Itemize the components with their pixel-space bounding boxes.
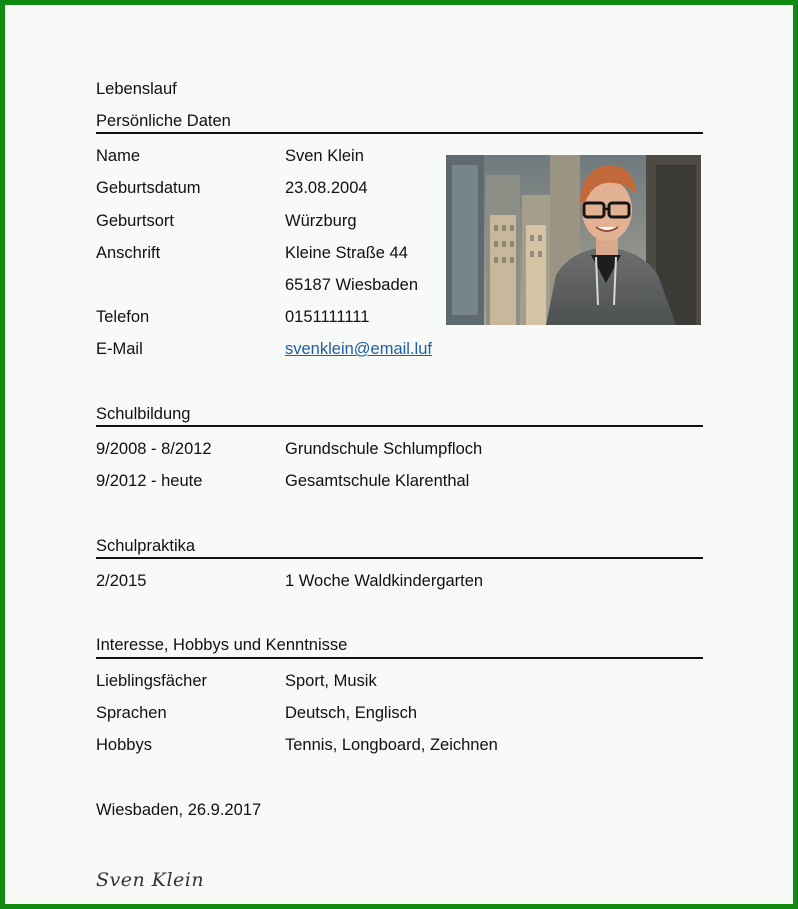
value-languages: Deutsch, Englisch bbox=[285, 704, 418, 722]
section-divider bbox=[96, 132, 703, 134]
profile-photo bbox=[446, 155, 701, 325]
school-period-1: 9/2008 - 8/2012 bbox=[96, 440, 212, 458]
label-favorite-subjects: Lieblingsfächer bbox=[96, 672, 207, 690]
label-address: Anschrift bbox=[96, 244, 161, 262]
label-languages: Sprachen bbox=[96, 704, 167, 722]
label-birthplace: Geburtsort bbox=[96, 212, 174, 230]
section-divider bbox=[96, 557, 703, 559]
section-heading-personal: Persönliche Daten bbox=[96, 112, 231, 130]
label-birthdate: Geburtsdatum bbox=[96, 179, 201, 197]
label-phone: Telefon bbox=[96, 308, 150, 326]
value-address-city: 65187 Wiesbaden bbox=[285, 276, 419, 294]
value-hobbies: Tennis, Longboard, Zeichnen bbox=[285, 736, 498, 754]
section-heading-internships: Schulpraktika bbox=[96, 537, 196, 555]
internship-description: 1 Woche Waldkindergarten bbox=[285, 572, 484, 590]
school-name-2: Gesamtschule Klarenthal bbox=[285, 472, 470, 490]
school-period-2: 9/2012 - heute bbox=[96, 472, 203, 490]
section-heading-interests: Interesse, Hobbys und Kenntnisse bbox=[96, 636, 348, 654]
value-birthdate: 23.08.2004 bbox=[285, 179, 368, 197]
value-name: Sven Klein bbox=[285, 147, 364, 165]
email-link[interactable]: svenklein@email.luf bbox=[285, 340, 432, 358]
section-heading-school: Schulbildung bbox=[96, 405, 191, 423]
school-name-1: Grundschule Schlumpfloch bbox=[285, 440, 483, 458]
label-hobbies: Hobbys bbox=[96, 736, 152, 754]
value-address-street: Kleine Straße 44 bbox=[285, 244, 408, 262]
label-email: E-Mail bbox=[96, 340, 143, 358]
value-phone: 0151111111 bbox=[285, 308, 370, 326]
place-date: Wiesbaden, 26.9.2017 bbox=[96, 801, 262, 819]
value-birthplace: Würzburg bbox=[285, 212, 357, 230]
value-favorite-subjects: Sport, Musik bbox=[285, 672, 377, 690]
handwritten-signature: Sven Klein bbox=[96, 869, 205, 891]
internship-period: 2/2015 bbox=[96, 572, 147, 590]
document-title: Lebenslauf bbox=[96, 80, 177, 98]
label-name: Name bbox=[96, 147, 141, 165]
section-divider bbox=[96, 425, 703, 427]
section-divider bbox=[96, 657, 703, 659]
